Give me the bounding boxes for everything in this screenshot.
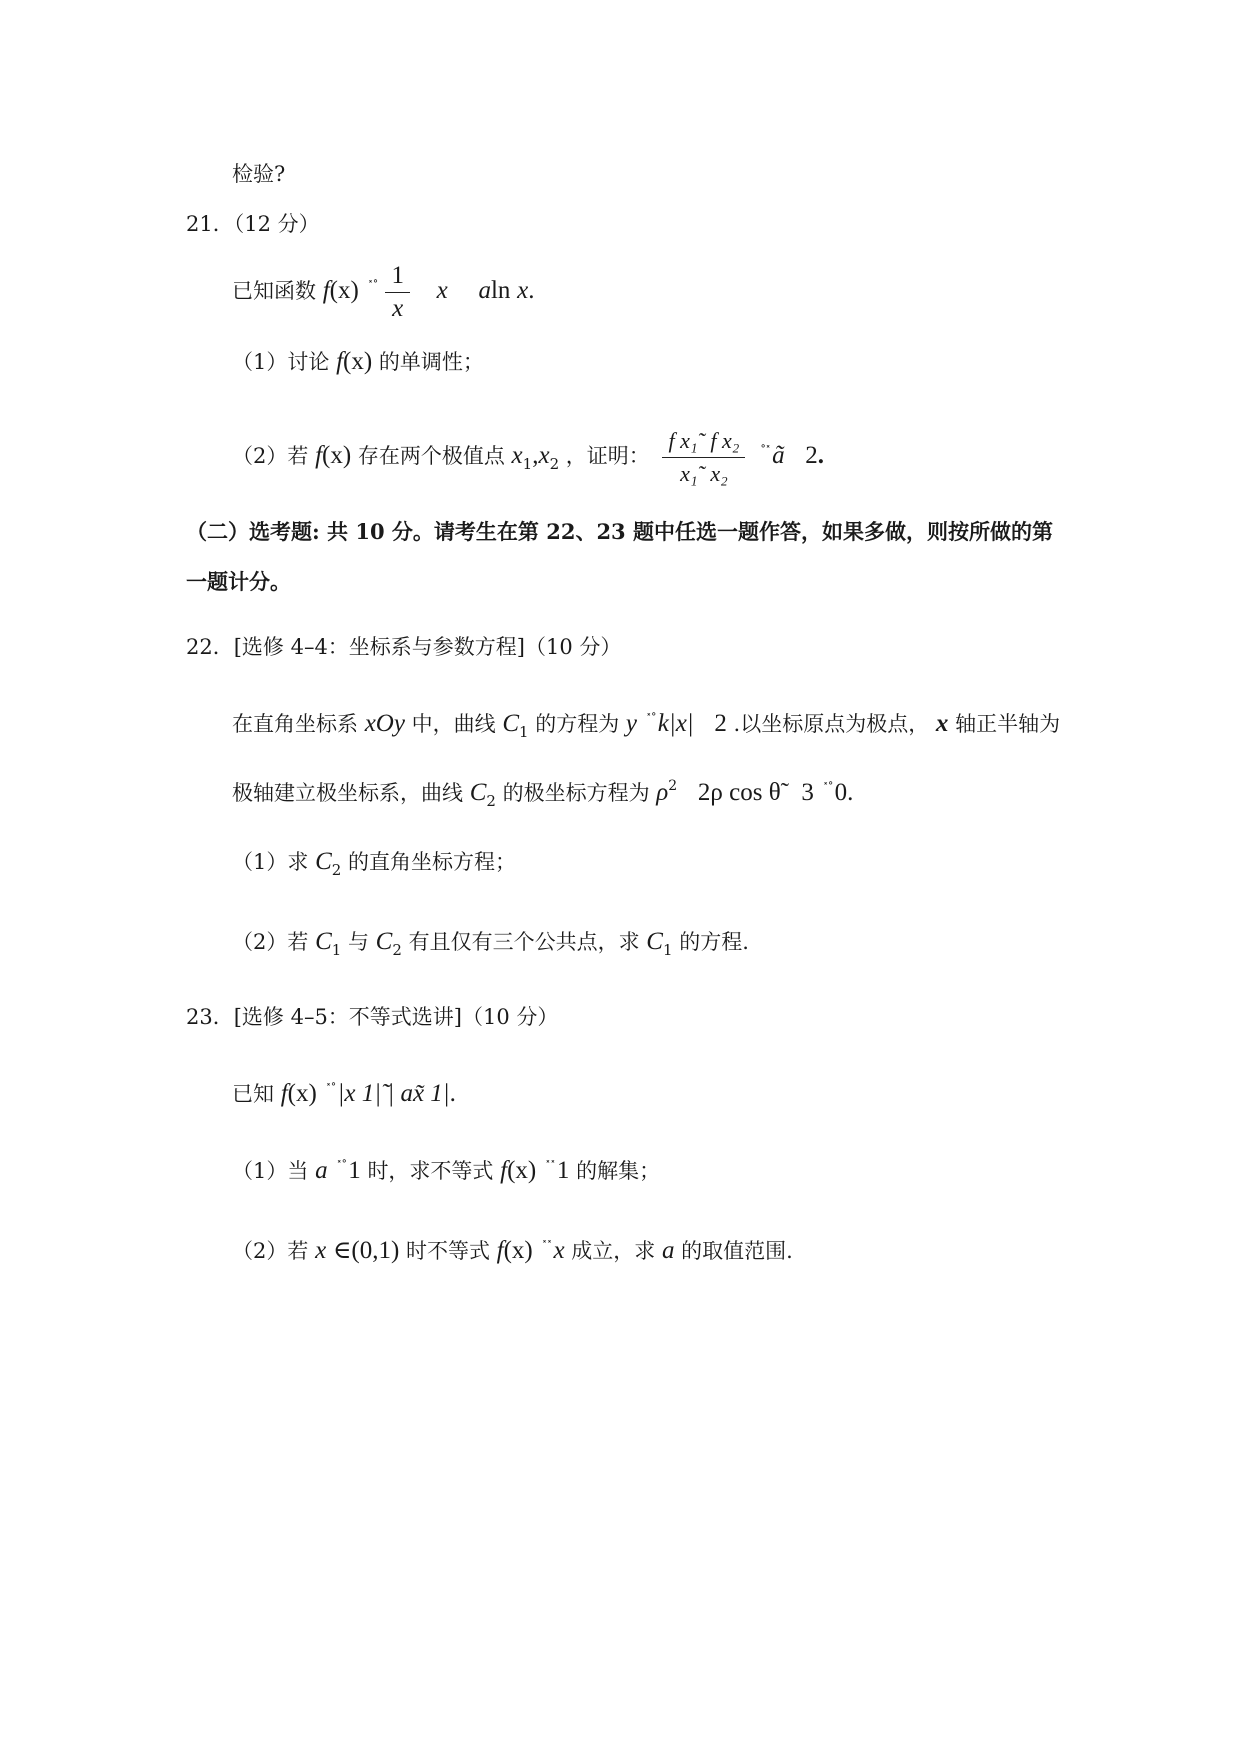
q23-fn: f	[280, 1080, 288, 1107]
q22-l2-glyph: ˟˚	[822, 781, 833, 795]
q23-l1-glyph: ˟˚	[325, 1082, 336, 1096]
q23-p1-text2: 的解集；	[576, 1159, 661, 1183]
q23-definition	[232, 1075, 456, 1108]
q21-p2-text2: ，证明：	[565, 444, 650, 468]
q21-p2-sub2: 2	[549, 455, 560, 473]
q22-C1-sub: 1	[519, 723, 529, 741]
q23-p1-glyph: ˟˚	[336, 1159, 347, 1173]
q23-arg: (x)	[287, 1080, 317, 1107]
q22-p2-C2: C	[375, 928, 393, 955]
q23-p2-text2: 成立，求	[571, 1239, 656, 1263]
q22-header: 22．[选修 4–4：坐标系与参数方程]（10 分）	[186, 635, 622, 659]
continued-line: 检验?	[232, 162, 286, 186]
q22-p1-C2: C	[315, 848, 332, 875]
q21-p2-den: x₁˜ x₂	[680, 461, 728, 486]
q22-l2-a: 极轴建立极坐标系，曲线	[232, 781, 463, 805]
q23-p2-x2: x	[553, 1237, 565, 1264]
q22-p2-C1b: C	[646, 928, 663, 955]
q21-frac-num: 1	[385, 262, 410, 293]
q22-l2-mid: 2ρ cos θ̃	[697, 779, 781, 806]
q23-part2	[232, 1232, 793, 1265]
q21-part2	[232, 427, 824, 488]
q22-p2-label: （2）若	[232, 930, 309, 954]
q23-part1	[232, 1152, 660, 1185]
q22-part2	[232, 928, 749, 964]
q21-p2-fraction	[662, 427, 745, 488]
q22-C1: C	[502, 710, 519, 737]
q21-fraction	[385, 262, 410, 323]
q21-frac-den: x	[392, 295, 404, 322]
q21-p1-label: （1）讨论	[232, 350, 330, 374]
q22-p2-C2-sub: 2	[392, 941, 402, 959]
q23-p1-label: （1）当	[232, 1159, 309, 1183]
q22-xoy: xOy	[364, 710, 405, 737]
q23-p2-a: a	[661, 1237, 675, 1264]
q21-p2-x1: x	[511, 442, 523, 469]
q22-p2-mid: 与	[347, 930, 369, 954]
q22-p2-text: 有且仅有三个公共点，求	[408, 930, 640, 954]
q21-p2-two: 2	[805, 442, 818, 469]
q21-p2-end: .	[817, 442, 824, 469]
q23-l1-end: .	[449, 1080, 456, 1107]
q22-l1-d: .以坐标原点为极点，	[733, 712, 930, 736]
section2-line1: （二）选考题: 共 10 分。请考生在第 22、23 题中任选一题作答，如果多做，则按所做的第	[186, 519, 1053, 544]
q21-p2-text1: 存在两个极值点	[357, 444, 505, 468]
q21-p2-num: f x₁˜ f x₂	[662, 427, 745, 458]
q21-fn: f	[322, 277, 330, 304]
q22-p2-end: 的方程.	[679, 930, 749, 954]
q23-p1-one2: 1	[556, 1157, 570, 1184]
section2-line2: 一题计分。	[186, 569, 291, 594]
q22-p1-label: （1）求	[232, 850, 309, 874]
q23-p2-glyph: ˟˟	[541, 1239, 552, 1253]
q22-l1-e: 轴正半轴为	[955, 712, 1061, 736]
q22-part1	[232, 848, 516, 884]
q21-header: 21．（12 分）	[186, 212, 320, 236]
q21-end: .	[528, 277, 535, 304]
q22-l1-glyph: ˟˚	[645, 712, 656, 726]
q22-two: 2	[714, 710, 727, 737]
q21-ln: ln	[490, 277, 511, 304]
q21-a: a	[478, 277, 491, 304]
q23-p2-text: 时不等式	[405, 1239, 490, 1263]
q21-p2-arg: (x)	[322, 442, 352, 469]
q23-p2-arg: (x)	[503, 1237, 533, 1264]
q21-p1-text: 的单调性；	[378, 350, 484, 374]
q23-p2-interval: (0,1)	[351, 1237, 400, 1264]
q23-p2-label: （2）若	[232, 1239, 309, 1263]
q22-C2-sub: 2	[486, 792, 496, 810]
q21-definition	[232, 262, 534, 323]
q21-part1	[232, 348, 484, 376]
q22-p2-C1b-sub: 1	[662, 941, 673, 959]
q22-three: 3	[801, 779, 814, 806]
q22-C2: C	[469, 779, 487, 806]
q23-p2-in: ∈	[332, 1237, 352, 1264]
q21-p2-fn: f	[315, 442, 323, 469]
q21-arg: (x)	[329, 277, 359, 304]
q23-p2-end: 的取值范围.	[681, 1239, 793, 1263]
q22-k: k	[657, 710, 669, 737]
q22-p1-text: 的直角坐标方程；	[347, 850, 516, 874]
q22-l1-c: 的方程为	[535, 712, 620, 736]
q23-p2-x: x	[315, 1237, 327, 1264]
q23-p1-arg: (x)	[507, 1157, 537, 1184]
q21-p2-label: （2）若	[232, 444, 309, 468]
q21-p2-a: ã	[772, 442, 785, 469]
q23-p2-fn: f	[496, 1237, 504, 1264]
q22-l1-b: 中，曲线	[411, 712, 496, 736]
q22-p2-C1: C	[315, 928, 332, 955]
q23-p1-text: 时，求不等式	[367, 1159, 494, 1183]
q21-p2-sub1: 1	[522, 455, 533, 473]
q21-x: x	[436, 277, 448, 304]
q22-l1-a: 在直角坐标系	[232, 712, 358, 736]
q21-x2: x	[517, 277, 529, 304]
q22-abs: |x|	[668, 710, 694, 737]
q22-p1-C2-sub: 2	[331, 861, 342, 879]
q21-p1-fn: f	[336, 348, 344, 375]
q23-l1-a: 已知	[232, 1082, 274, 1106]
q22-line1	[232, 705, 1060, 746]
q21-p2-x2: x	[538, 442, 550, 469]
q22-p2-C1-sub: 1	[331, 941, 342, 959]
q23-p1-one: 1	[348, 1157, 361, 1184]
q23-p1-glyph2: ˟˟	[544, 1159, 555, 1173]
q22-zero: 0	[834, 779, 848, 806]
q21-glyph-eq: ˟˚	[367, 279, 378, 293]
q23-expr: |x 1|̃ | ax̃ 1|	[337, 1080, 450, 1107]
q21-intro: 已知函数	[232, 279, 316, 303]
q23-p1-fn: f	[500, 1157, 508, 1184]
q22-x-axis: x	[935, 710, 949, 737]
q21-p1-arg: (x)	[343, 348, 373, 375]
q23-header: 23．[选修 4–5：不等式选讲]（10 分）	[186, 1005, 559, 1029]
q21-p2-glyph: ˚˟	[760, 444, 771, 458]
q22-rho-sq: 2	[668, 778, 678, 794]
q22-line2	[232, 772, 853, 815]
q21-p2-comma: ,	[532, 442, 539, 469]
q22-y: y	[625, 710, 638, 737]
q23-p1-a: a	[315, 1157, 328, 1184]
q22-rho: ρ	[656, 779, 669, 806]
q22-l2-end: .	[847, 779, 854, 806]
q22-l2-b: 的极坐标方程为	[502, 781, 650, 805]
